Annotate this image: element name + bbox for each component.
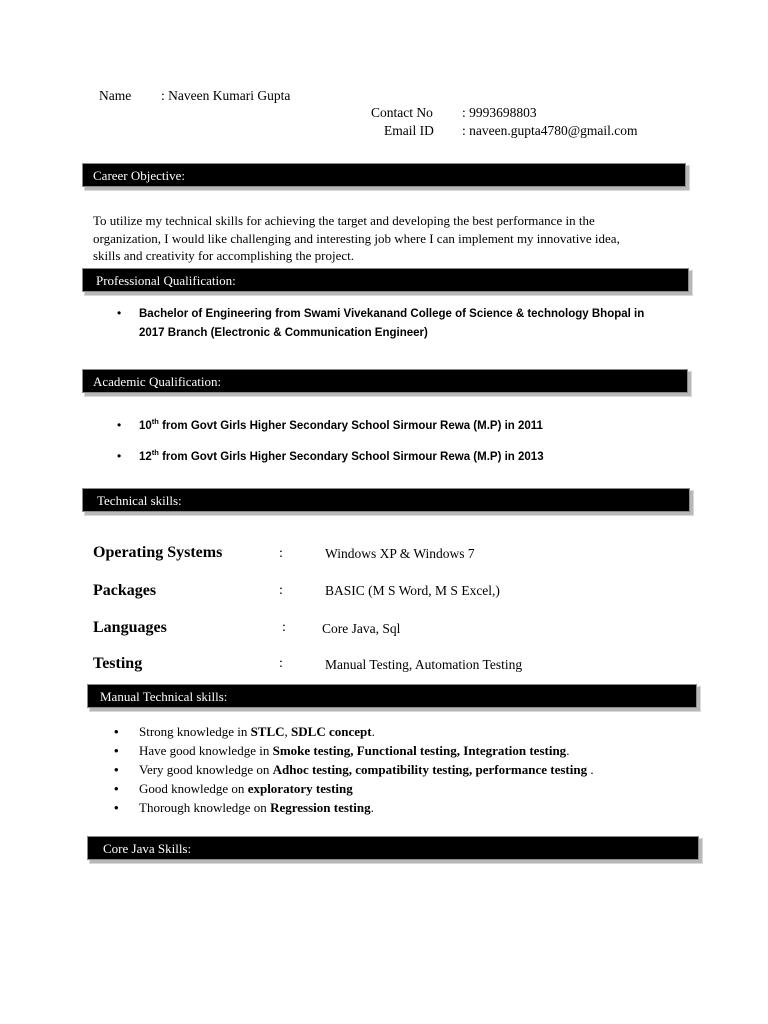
technical-skills-banner [82, 488, 690, 512]
core-java-skills-banner [87, 836, 699, 860]
email-value: : naveen.gupta4780@gmail.com [462, 123, 638, 138]
skill-value: Windows XP & Windows 7 [325, 546, 475, 561]
technical-skills-heading: Technical skills: [97, 493, 182, 508]
career-objective-heading: Career Objective: [93, 168, 186, 183]
bullet-icon: • [117, 449, 122, 463]
manual-skill-text: Very good knowledge on [139, 762, 273, 777]
bullet-icon: • [114, 724, 119, 739]
academic-grade-suffix: th [151, 448, 159, 458]
name-value: : Naveen Kumari Gupta [161, 88, 291, 103]
professional-qualification-heading: Professional Qualification: [96, 273, 236, 288]
bullet-icon: • [117, 306, 122, 320]
qualification-line: Bachelor of Engineering from Swami Vivekanand College of Science & technology Bhopal in [139, 308, 645, 320]
bullet-icon: • [117, 418, 122, 432]
manual-skill-bold: STLC [250, 724, 285, 739]
academic-grade-suffix: th [151, 417, 159, 427]
skill-value: BASIC (M S Word, M S Excel,) [325, 583, 500, 598]
manual-skill-text: Good knowledge on [139, 781, 248, 796]
skill-key: Languages [93, 619, 167, 636]
contact-value: : 9993698803 [462, 105, 537, 120]
manual-skill-bold: exploratory testing [247, 781, 353, 796]
name-label: Name [99, 88, 132, 103]
bullet-icon: • [114, 800, 119, 815]
academic-grade: 10 [139, 420, 152, 432]
skill-colon: : [279, 546, 283, 561]
core-java-skills-heading: Core Java Skills: [103, 841, 192, 856]
manual-skill-text: . [587, 762, 594, 777]
skill-value: Core Java, Sql [322, 621, 401, 636]
career-objective-line: organization, I would like challenging and interesting job where I can implement my innovative idea, [93, 230, 620, 246]
academic-qualification-banner [82, 369, 688, 393]
career-objective-line: skills and creativity for accomplishing the project. [93, 248, 355, 263]
skill-colon: : [279, 656, 283, 671]
career-objective-banner [82, 163, 686, 187]
career-objective-line: To utilize my technical skills for achieving the target and developing the best performance in the [93, 213, 595, 228]
academic-qualification-heading: Academic Qualification: [93, 374, 222, 389]
manual-skill-text: Strong knowledge in [139, 724, 251, 739]
academic-detail: from Govt Girls Higher Secondary School Sirmour Rewa (M.P) in 2011 [158, 420, 543, 432]
contact-label: Contact No [371, 105, 433, 120]
qualification-line: 2017 Branch (Electronic & Communication Engineer) [139, 327, 428, 339]
skill-value: Manual Testing, Automation Testing [325, 657, 523, 672]
career-objective-text [93, 212, 693, 265]
academic-detail: from Govt Girls Higher Secondary School Sirmour Rewa (M.P) in 2013 [158, 451, 544, 463]
manual-skill-text: , [284, 724, 292, 739]
list-item [114, 779, 714, 798]
professional-qualification-item [139, 305, 699, 343]
professional-qualification-banner [82, 268, 689, 292]
skill-key: Operating Systems [93, 544, 223, 561]
bullet-icon: • [114, 781, 119, 796]
list-item [114, 741, 714, 760]
skill-colon: : [282, 620, 286, 635]
bullet-icon: • [114, 743, 119, 758]
manual-technical-skills-banner [87, 684, 697, 708]
list-item [114, 760, 714, 779]
manual-skill-text: . [371, 724, 375, 739]
list-item [114, 798, 714, 817]
manual-skill-bold: Adhoc testing, compatibility testing, performance testing [272, 762, 588, 777]
manual-skill-text: . [566, 743, 570, 758]
list-item [114, 722, 714, 741]
skill-key: Testing [93, 655, 143, 672]
manual-skill-bold: Regression testing [270, 800, 371, 815]
manual-skill-bold: Smoke testing, Functional testing, Integration testing [272, 743, 567, 758]
academic-item-10th [139, 417, 543, 436]
manual-skill-bold: SDLC concept [291, 724, 372, 739]
manual-skills-list [114, 722, 714, 817]
manual-skill-text: Thorough knowledge on [139, 800, 271, 815]
manual-technical-skills-heading: Manual Technical skills: [100, 689, 228, 704]
bullet-icon: • [114, 762, 119, 777]
manual-skill-text: . [370, 800, 374, 815]
academic-item-12th [139, 448, 544, 467]
manual-skill-text: Have good knowledge in [139, 743, 273, 758]
skill-key: Packages [93, 582, 157, 599]
email-label: Email ID [384, 123, 434, 138]
academic-grade: 12 [139, 451, 152, 463]
skill-colon: : [279, 583, 283, 598]
